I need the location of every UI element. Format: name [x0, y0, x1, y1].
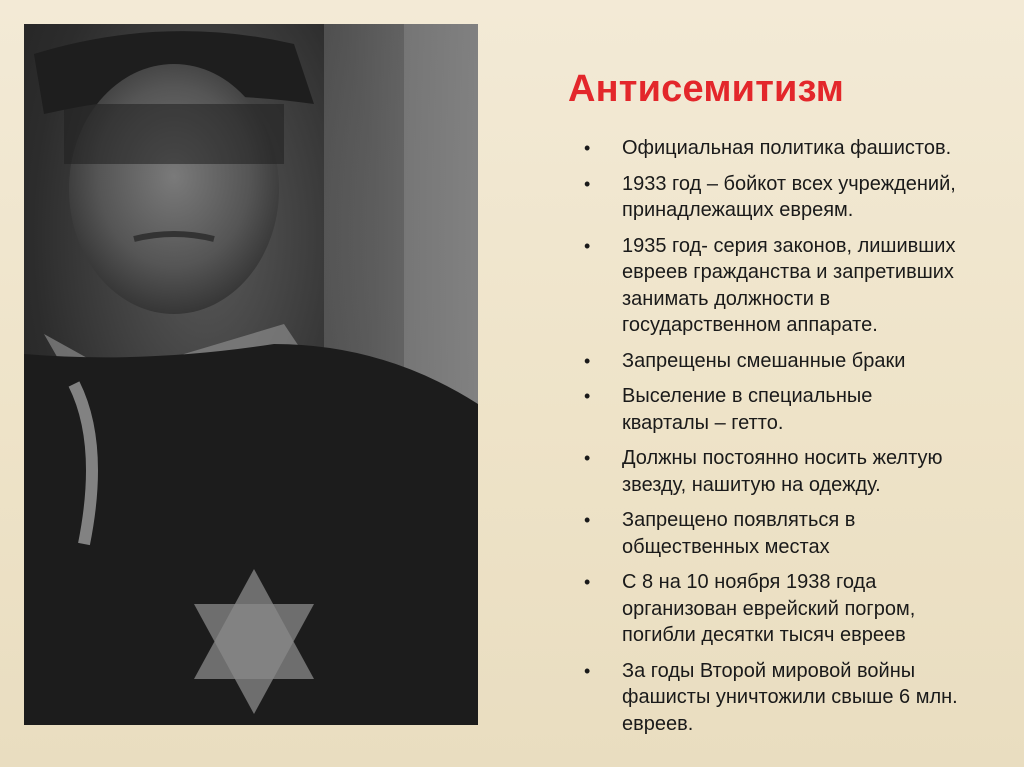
bullet-dot-icon: • [584, 350, 591, 371]
bullet-dot-icon: • [584, 235, 591, 256]
bullet-text: Запрещено появляться в общественных местах [622, 509, 856, 558]
list-item [584, 658, 1014, 738]
list-item [584, 171, 1014, 224]
bullet-dot-icon: • [584, 138, 591, 158]
list-item [584, 135, 1014, 162]
bullet-dot-icon: • [584, 386, 591, 406]
bullet-text: Должны постоянно носить желтую звезду, нашитую на одежду. [622, 447, 943, 496]
slide-title: Антисемитизм [568, 68, 845, 110]
bullet-dot-icon: • [584, 572, 591, 592]
portrait-photo-icon [24, 24, 478, 725]
bullet-text: Выселение в специальные кварталы – гетто. [622, 385, 873, 434]
portrait-photo [24, 24, 478, 725]
bullet-text: 1935 год- серия законов, лишивших евреев гражданства и запретивших занимать должности в государственном аппарате. [622, 234, 956, 336]
bullet-dot-icon: • [584, 660, 591, 681]
bullet-list [584, 135, 1014, 746]
bullet-text: 1933 год – бойкот всех учреждений, принадлежащих евреям. [622, 172, 956, 221]
list-item [584, 569, 1014, 649]
bullet-text: Запрещены смешанные браки [622, 349, 906, 372]
list-item [584, 348, 1014, 375]
bullet-text: Официальная политика фашистов. [622, 137, 952, 159]
bullet-dot-icon: • [584, 510, 591, 530]
list-item [584, 233, 1014, 339]
bullet-text: За годы Второй мировой войны фашисты уничтожили свыше 6 млн. евреев. [622, 659, 958, 735]
bullet-dot-icon: • [584, 448, 591, 468]
list-item [584, 507, 1014, 560]
list-item [584, 383, 1014, 436]
list-item [584, 445, 1014, 498]
bullet-dot-icon: • [584, 173, 591, 194]
bullet-text: С 8 на 10 ноября 1938 года организован еврейский погром, погибли десятки тысяч евреев [622, 571, 916, 646]
